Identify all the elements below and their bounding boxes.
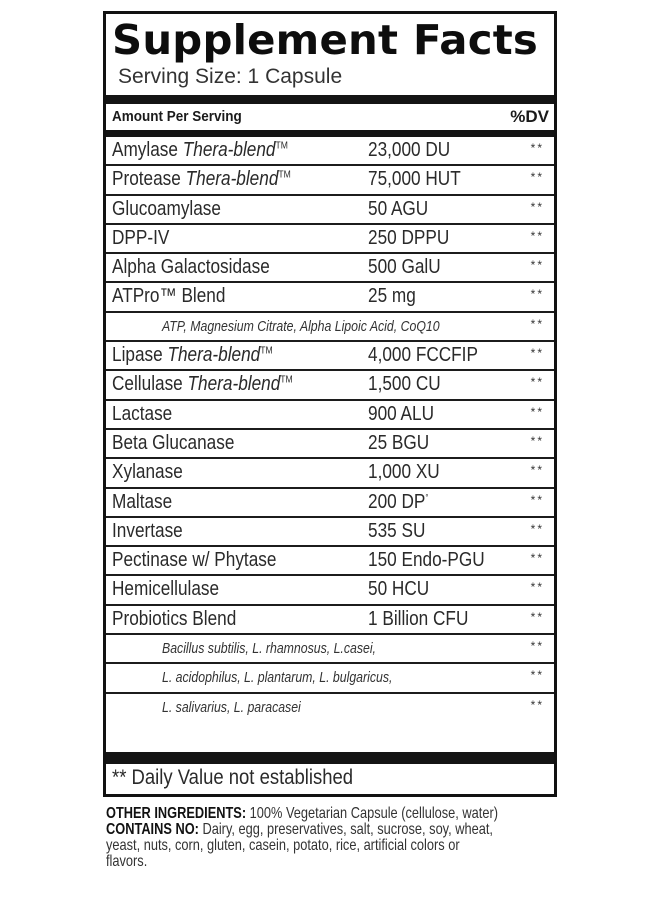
other-ingredients-label: OTHER INGREDIENTS: bbox=[106, 805, 247, 822]
ingredient-amount bbox=[368, 549, 485, 572]
divider-thick bbox=[106, 130, 554, 137]
ingredient-amount bbox=[368, 432, 429, 455]
blend-name: Thera-blend bbox=[167, 344, 261, 367]
daily-value: ** bbox=[530, 404, 544, 419]
ingredient-amount bbox=[368, 520, 425, 543]
ingredient-name bbox=[112, 403, 172, 426]
daily-value: ** bbox=[530, 346, 544, 361]
ingredient-name-text: Beta Glucanase bbox=[112, 431, 235, 454]
blend-name: Thera-blend bbox=[187, 373, 281, 396]
ingredient-amount-text: 535 SU bbox=[368, 519, 426, 542]
ingredient-amount-text: 75,000 HUT bbox=[368, 168, 461, 191]
ingredient-row bbox=[106, 401, 554, 430]
ingredient-amount bbox=[368, 168, 461, 191]
ingredient-row bbox=[106, 371, 554, 400]
daily-value: ** bbox=[530, 668, 544, 683]
ingredient-components: ATP, Magnesium Citrate, Alpha Lipoic Acid, CoQ10 bbox=[162, 317, 440, 335]
ingredient-amount-text: 150 Endo-PGU bbox=[368, 549, 485, 572]
ingredient-amount bbox=[368, 608, 468, 631]
daily-value: ** bbox=[530, 697, 544, 712]
ingredient-components: L. salivarius, L. paracasei bbox=[162, 698, 301, 716]
ingredient-amount bbox=[368, 578, 429, 601]
ingredient-row bbox=[106, 166, 554, 195]
ingredient-name-text: Xylanase bbox=[112, 461, 183, 484]
ingredient-row bbox=[106, 606, 554, 635]
ingredient-name-text: DPP-IV bbox=[112, 226, 170, 249]
ingredient-subrow bbox=[106, 635, 554, 664]
dv-label: %DV bbox=[510, 107, 549, 126]
ingredient-row bbox=[106, 283, 554, 312]
ingredient-components: Bacillus subtilis, L. rhamnosus, L.casei, bbox=[162, 640, 376, 658]
ingredient-name bbox=[112, 285, 225, 308]
ingredient-name bbox=[112, 344, 273, 367]
amount-per-serving-label: Amount Per Serving bbox=[112, 108, 242, 125]
ingredient-amount-text: 25 mg bbox=[368, 285, 416, 308]
ingredient-table bbox=[106, 137, 554, 721]
ingredient-row bbox=[106, 254, 554, 283]
daily-value: ** bbox=[530, 199, 544, 214]
ingredient-row bbox=[106, 489, 554, 518]
ingredient-name bbox=[112, 432, 234, 455]
contains-no-line bbox=[106, 821, 493, 838]
ingredient-amount-text: 50 HCU bbox=[368, 578, 430, 601]
daily-value: ** bbox=[530, 580, 544, 595]
daily-value: ** bbox=[530, 463, 544, 478]
ingredient-name bbox=[112, 139, 288, 162]
contains-no-line-2: yeast, nuts, corn, gluten, casein, potato, rice, artificial colors or bbox=[106, 837, 460, 854]
ingredient-name bbox=[112, 198, 221, 221]
ingredient-row bbox=[106, 137, 554, 166]
daily-value: ** bbox=[530, 228, 544, 243]
ingredient-row bbox=[106, 459, 554, 488]
ingredient-name bbox=[112, 227, 169, 250]
other-ingredients-line bbox=[106, 805, 498, 822]
ingredient-amount-text: 1,500 CU bbox=[368, 373, 441, 396]
daily-value: ** bbox=[530, 551, 544, 566]
panel-title: Supplement Facts bbox=[112, 16, 539, 64]
ingredient-amount-text: 23,000 DU bbox=[368, 139, 451, 161]
ingredient-amount-text: 1,000 XU bbox=[368, 461, 440, 484]
trademark-mark: TM bbox=[260, 345, 273, 357]
trademark-mark: TM bbox=[280, 374, 293, 386]
ingredient-name-text: Cellulase bbox=[112, 373, 183, 396]
contains-no-label: CONTAINS NO: bbox=[106, 821, 199, 838]
ingredient-row bbox=[106, 225, 554, 254]
ingredient-amount bbox=[368, 373, 441, 396]
ingredient-amount bbox=[368, 403, 434, 426]
blend-name: Thera-blend bbox=[185, 168, 279, 191]
ingredient-name bbox=[112, 256, 270, 279]
contains-no-line-3: flavors. bbox=[106, 853, 148, 870]
ingredient-amount bbox=[368, 491, 428, 514]
ingredient-row bbox=[106, 547, 554, 576]
ingredient-amount-text: 900 ALU bbox=[368, 402, 434, 425]
ingredient-row bbox=[106, 196, 554, 225]
ingredient-name bbox=[112, 461, 183, 484]
ingredient-amount-text: 500 GalU bbox=[368, 256, 441, 279]
ingredient-subrow bbox=[106, 694, 554, 721]
daily-value: ** bbox=[530, 287, 544, 302]
daily-value: ** bbox=[530, 433, 544, 448]
ingredient-name-text: Glucoamylase bbox=[112, 197, 221, 220]
serving-size: Serving Size: 1 Capsule bbox=[118, 65, 343, 88]
ingredient-row bbox=[106, 430, 554, 459]
column-header bbox=[106, 104, 554, 130]
ingredient-name-text: Alpha Galactosidase bbox=[112, 256, 270, 279]
other-ingredients bbox=[106, 806, 576, 870]
contains-no-text: Dairy, egg, preservatives, salt, sucrose, soy, wheat, bbox=[198, 821, 493, 838]
ingredient-name-text: Probiotics Blend bbox=[112, 607, 237, 630]
ingredient-amount-text: 200 DP bbox=[368, 490, 426, 513]
amount-footnote-mark: ° bbox=[425, 491, 429, 502]
ingredient-name-text: Pectinase w/ Phytase bbox=[112, 549, 277, 572]
trademark-mark: TM bbox=[278, 169, 291, 181]
ingredient-name bbox=[112, 520, 183, 543]
divider-thick bbox=[106, 752, 554, 764]
ingredient-amount bbox=[368, 139, 450, 162]
ingredient-name-text: ATPro™ Blend bbox=[112, 285, 226, 308]
ingredient-amount-text: 1 Billion CFU bbox=[368, 607, 469, 630]
daily-value: ** bbox=[530, 316, 544, 331]
ingredient-name bbox=[112, 608, 236, 631]
ingredient-name-text: Lactase bbox=[112, 402, 173, 425]
daily-value: ** bbox=[530, 639, 544, 654]
ingredient-row bbox=[106, 576, 554, 605]
daily-value: ** bbox=[530, 609, 544, 624]
ingredient-amount-text: 4,000 FCCFIP bbox=[368, 344, 478, 367]
other-ingredients-text: 100% Vegetarian Capsule (cellulose, water) bbox=[246, 805, 498, 822]
ingredient-amount-text: 50 AGU bbox=[368, 197, 429, 220]
ingredient-name bbox=[112, 373, 293, 396]
ingredient-name-text: Lipase bbox=[112, 344, 163, 367]
ingredient-name-text: Maltase bbox=[112, 490, 173, 513]
footnote: ** Daily Value not established bbox=[112, 766, 354, 789]
daily-value: ** bbox=[530, 141, 544, 155]
ingredient-amount bbox=[368, 461, 440, 484]
ingredient-amount bbox=[368, 198, 428, 221]
ingredient-amount bbox=[368, 227, 449, 250]
ingredient-name-text: Amylase bbox=[112, 139, 178, 161]
ingredient-name-text: Protease bbox=[112, 168, 181, 191]
divider-thick bbox=[106, 95, 554, 104]
daily-value: ** bbox=[530, 258, 544, 273]
ingredient-row bbox=[106, 518, 554, 547]
ingredient-name bbox=[112, 168, 291, 191]
ingredient-name bbox=[112, 491, 172, 514]
blend-name: Thera-blend bbox=[182, 139, 276, 161]
ingredient-amount bbox=[368, 256, 441, 279]
ingredient-name bbox=[112, 549, 276, 572]
ingredient-name-text: Hemicellulase bbox=[112, 578, 220, 601]
ingredient-amount-text: 25 BGU bbox=[368, 431, 430, 454]
supplement-facts-panel bbox=[103, 11, 557, 797]
ingredient-amount-text: 250 DPPU bbox=[368, 226, 450, 249]
daily-value: ** bbox=[530, 170, 544, 185]
ingredient-amount bbox=[368, 285, 416, 308]
daily-value: ** bbox=[530, 521, 544, 536]
ingredient-amount bbox=[368, 344, 478, 367]
ingredient-name-text: Invertase bbox=[112, 519, 183, 542]
trademark-mark: TM bbox=[275, 140, 288, 152]
ingredient-subrow bbox=[106, 313, 554, 342]
ingredient-row bbox=[106, 342, 554, 371]
daily-value: ** bbox=[530, 375, 544, 390]
ingredient-components: L. acidophilus, L. plantarum, L. bulgaricus, bbox=[162, 669, 393, 687]
ingredient-subrow bbox=[106, 664, 554, 693]
ingredient-name bbox=[112, 578, 219, 601]
daily-value: ** bbox=[530, 492, 544, 507]
